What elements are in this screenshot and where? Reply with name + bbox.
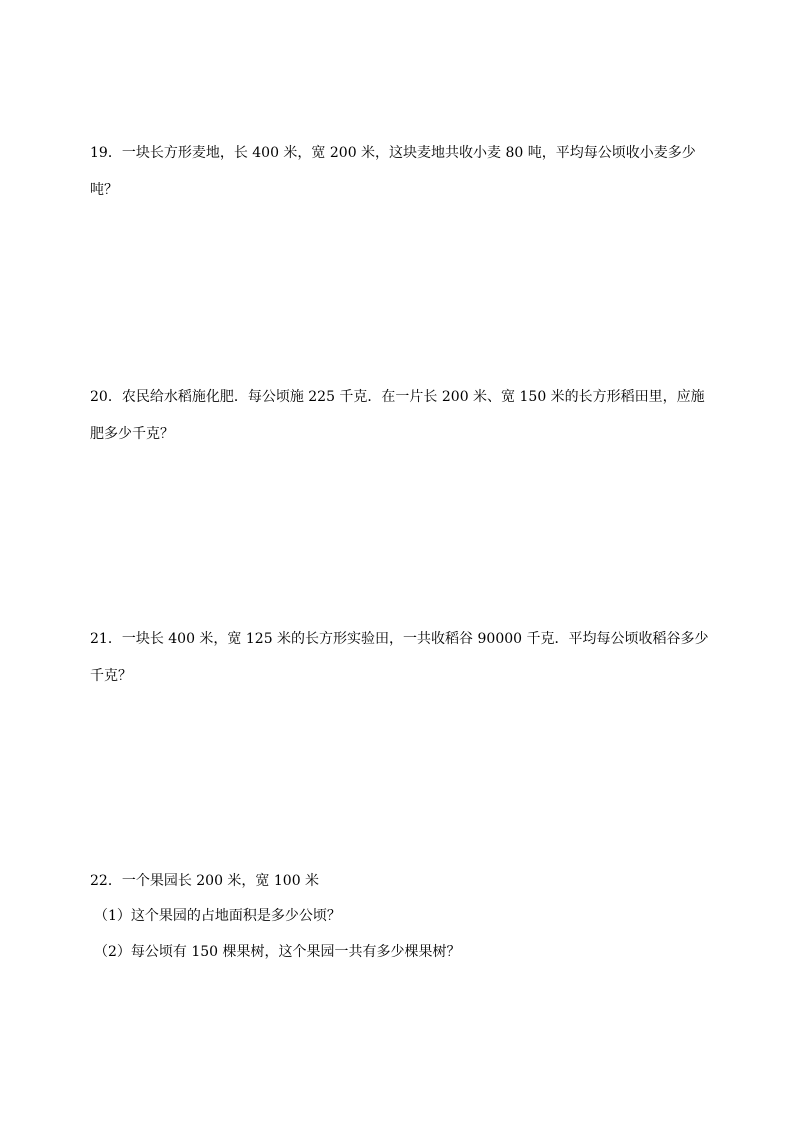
question-20-line-1: 20．农民给水稻施化肥．每公顷施 225 千克．在一片长 200 米、宽 150 米的长方形稻田里，应施 (90, 389, 705, 405)
question-20-line-2: 肥多少千克？ (90, 426, 174, 442)
question-22-stem: 22．一个果园长 200 米，宽 100 米 (90, 873, 320, 889)
question-22-part-2: （2）每公顷有 150 棵果树，这个果园一共有多少棵果树？ (94, 944, 461, 960)
question-21-line-1: 21．一块长 400 米，宽 125 米的长方形实验田，一共收稻谷 90000 千克．平均每公顷收稻谷多少 (90, 631, 709, 647)
question-21-line-2: 千克？ (90, 668, 132, 684)
question-22-part-1: （1）这个果园的占地面积是多少公顷？ (94, 908, 341, 924)
question-19-line-1: 19．一块长方形麦地，长 400 米，宽 200 米，这块麦地共收小麦 80 吨，平均每公顷收小麦多少 (90, 145, 696, 161)
question-19-line-2: 吨？ (90, 182, 118, 198)
